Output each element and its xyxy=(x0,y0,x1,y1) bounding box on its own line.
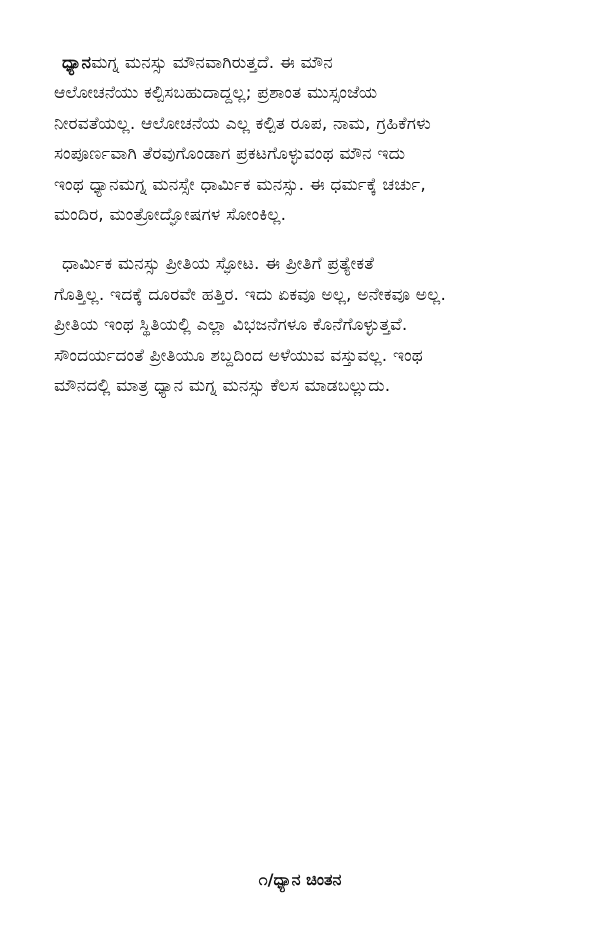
paragraph-line: ಆಲೋಚನೆಯು ಕಲ್ಪಿಸಬಹುದಾದ್ದಲ್ಲ; ಪ್ರಶಾಂತ ಮುಸ್ಸಂಜೆಯ xyxy=(54,83,378,104)
paragraph-spacer xyxy=(54,230,566,249)
paragraph-line: ಧಾರ್ಮಿಕ ಮನಸ್ಸು ಪ್ರೀತಿಯ ಸ್ಫೋಟ. ಈ ಪ್ರೀತಿಗೆ ಪ್ರತ್ಯೇಕತೆ xyxy=(62,254,375,275)
paragraph-line: ಮೌನದಲ್ಲಿ ಮಾತ್ರ ಧ್ಯಾನ ಮಗ್ನ ಮನಸ್ಸು ಕೆಲಸ ಮಾಡಬಲ್ಲುದು. xyxy=(54,375,391,396)
paragraph-line: ಗೊತ್ತಿಲ್ಲ. ಇದಕ್ಕೆ ದೂರವೇ ಹತ್ತಿರ. ಇದು ಏಕವೂ ಅಲ್ಲ, ಅನೇಕವೂ ಅಲ್ಲ. xyxy=(54,284,447,305)
page-footer: ೧/ಧ್ಯಾನ ಚಿಂತನ xyxy=(258,870,342,889)
paragraph-1 xyxy=(54,48,566,230)
lead-word: ಧ್ಯಾನ xyxy=(62,53,92,73)
paragraph-line: ನೀರವತೆಯಲ್ಲ. ಆಲೋಚನೆಯ ಎಲ್ಲ ಕಲ್ಪಿತ ರೂಪ, ನಾಮ, ಗ್ರಹಿಕೆಗಳು xyxy=(54,113,432,134)
body-text xyxy=(54,48,566,401)
paragraph-2 xyxy=(54,249,566,401)
paragraph-line: ಪ್ರೀತಿಯ ಇಂಥ ಸ್ಥಿತಿಯಲ್ಲಿ ಎಲ್ಲಾ ವಿಭಜನೆಗಳೂ ಕೊನೆಗೊಳ್ಳುತ್ತವೆ. xyxy=(54,315,408,336)
paragraph-line: ಮಂದಿರ, ಮಂತ್ರೋದ್ಘೋಷಗಳ ಸೋಂಕಿಲ್ಲ. xyxy=(54,204,287,225)
paragraph-line: ಸಂಪೂರ್ಣವಾಗಿ ತೆರವುಗೊಂಡಾಗ ಪ್ರಕಟಗೊಳ್ಳುವಂಥ ಮೌನ ಇದು xyxy=(54,144,406,165)
paragraph-line xyxy=(54,48,566,78)
paragraph-line: ಇಂಥ ಧ್ಯಾನಮಗ್ನ ಮನಸ್ಸೇ ಧಾರ್ಮಿಕ ಮನಸ್ಸು. ಈ ಧರ್ಮಕ್ಕೆ ಚರ್ಚು, xyxy=(54,174,426,195)
line-text: ಮಗ್ನ ಮನಸ್ಸು ಮೌನವಾಗಿರುತ್ತದೆ. ಈ ಮೌನ xyxy=(91,53,333,73)
paragraph-line: ಸೌಂದರ್ಯದಂತೆ ಪ್ರೀತಿಯೂ ಶಬ್ದದಿಂದ ಅಳೆಯುವ ವಸ್ತುವಲ್ಲ. ಇಂಥ xyxy=(54,345,423,366)
